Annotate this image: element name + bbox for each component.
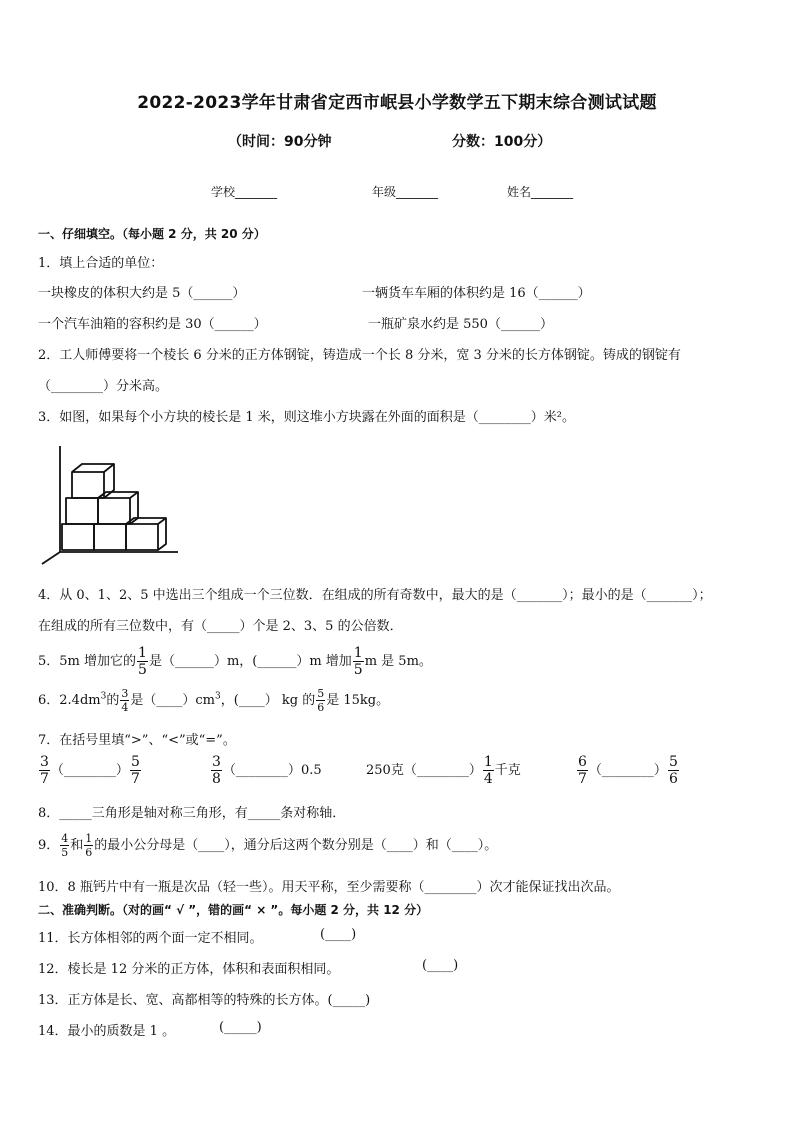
question-2-line1: 2．工人师傅要将一个棱长 6 分米的正方体钢锭，铸造成一个长 8 分米，宽 3 分米的长方体钢锭。铸成的钢锭有 [38, 348, 681, 363]
fraction-left: $\frac{3}{7}$ [40, 754, 49, 787]
question-1b: 一辆货车车厢的体积约是 16（______） [362, 286, 591, 301]
question-9 [38, 833, 497, 858]
question-14-blank[interactable]: (_____) [219, 1020, 262, 1035]
fraction-right: $\frac{1}{4}$ [483, 754, 493, 787]
question-5 [38, 646, 432, 677]
question-9-rest: 的最小公分母是（____），通分后这两个数分别是（____）和（____）。 [94, 838, 498, 853]
comparison-item-4 [576, 755, 680, 786]
section-heading-fill-in: 一、仔细填空。（每小题 2 分，共 20 分） [38, 227, 266, 241]
fraction-one-sixth: $\frac{1}{6}$ [85, 832, 93, 859]
question-8: 8．_____三角形是轴对称三角形，有_____条对称轴． [38, 806, 346, 821]
question-11: 11．长方体相邻的两个面一定不相同。 [38, 931, 263, 946]
question-5-part2: 是（______）m，(______）m 增加 [148, 654, 352, 669]
superscript-cubed: 3 [214, 691, 221, 702]
question-6-part1: 6．2.4dm [38, 693, 101, 708]
comparison-unit: 千克 [494, 763, 521, 778]
question-7-stem: 7．在括号里填“>”、“<”或“=”。 [38, 733, 236, 748]
question-9-number: 9． [38, 838, 60, 853]
fraction-three-fourths: $\frac{3}{4}$ [121, 687, 129, 714]
question-13: 13．正方体是长、宽、高都相等的特殊的长方体。(_____) [38, 993, 371, 1008]
question-4-line2: 在组成的所有三位数中，有（_____）个是 2、3、5 的公倍数． [38, 619, 403, 634]
question-14: 14．最小的质数是 1 。 [38, 1024, 176, 1039]
comparison-left-value: 250克 [366, 763, 404, 778]
exam-time: （时间：90分钟 [228, 134, 332, 150]
question-1d: 一瓶矿泉水约是 550（______） [368, 317, 553, 332]
question-9-and: 和 [70, 838, 84, 853]
question-5-part3: m 是 5m。 [364, 654, 432, 669]
comparison-blank[interactable]: （________） [403, 763, 482, 778]
comparison-blank[interactable]: （________） [222, 763, 301, 778]
section-heading-judgement: 二、准确判断。（对的画“ √ ”，错的画“ × ”。每小题 2 分，共 12 分） [38, 903, 429, 917]
question-2-line2: （________）分米高。 [38, 379, 169, 394]
fraction-left: $\frac{3}{8}$ [212, 754, 221, 787]
question-6 [38, 688, 389, 713]
question-4-line1: 4．从 0、1、2、5 中选出三个组成一个三位数．在组成的所有奇数中，最大的是（_______）；最小的是（_______）； [38, 588, 712, 603]
fraction-one-fifth: $\frac{1}{5}$ [138, 645, 147, 678]
grade-field[interactable]: 年级_______ [372, 185, 439, 199]
cube-stack-figure [38, 436, 184, 570]
fraction-one-fifth: $\frac{1}{5}$ [353, 645, 363, 678]
comparison-blank[interactable]: （________） [588, 763, 667, 778]
fraction-right: $\frac{5}{7}$ [130, 754, 140, 787]
question-1c: 一个汽车油箱的容积约是 30（______） [38, 317, 267, 332]
question-11-blank[interactable]: (____) [320, 927, 357, 942]
fraction-right: $\frac{5}{6}$ [668, 754, 678, 787]
comparison-item-1 [38, 755, 142, 786]
question-1a: 一块橡皮的体积大约是 5（______） [38, 286, 246, 301]
fraction-left: $\frac{6}{7}$ [578, 754, 587, 787]
page-title: 2022-2023学年甘肃省定西市岷县小学数学五下期末综合测试试题 [137, 93, 657, 113]
question-12-blank[interactable]: (____) [422, 958, 459, 973]
question-6-part4: ，(____） kg 的 [220, 693, 316, 708]
question-6-part3: 是（____）cm [130, 693, 215, 708]
exam-score: 分数：100分） [452, 134, 552, 150]
question-12: 12．棱长是 12 分米的正方体，体积和表面积相同。 [38, 962, 340, 977]
name-field[interactable]: 姓名_______ [507, 185, 574, 199]
comparison-blank[interactable]: （________） [50, 763, 129, 778]
comparison-item-3 [366, 755, 521, 786]
question-6-part5: 是 15kg。 [326, 693, 390, 708]
school-field[interactable]: 学校_______ [211, 185, 278, 199]
comparison-right-value: 0.5 [300, 763, 322, 778]
question-3: 3．如图，如果每个小方块的棱长是 1 米，则这堆小方块露在外面的面积是（________）米²。 [38, 410, 576, 425]
question-6-part2: 的 [106, 693, 120, 708]
comparison-item-2 [210, 755, 322, 786]
fraction-four-fifths: $\frac{4}{5}$ [61, 832, 69, 859]
fraction-five-sixths: $\frac{5}{6}$ [317, 687, 325, 714]
question-5-part1: 5．5m 增加它的 [38, 654, 137, 669]
superscript-cubed: 3 [100, 691, 107, 702]
question-1-stem: 1．填上合适的单位： [38, 256, 164, 271]
question-10: 10．8 瓶钙片中有一瓶是次品（轻一些）。用天平称，至少需要称（________）次才能保证找出次品。 [38, 880, 620, 895]
